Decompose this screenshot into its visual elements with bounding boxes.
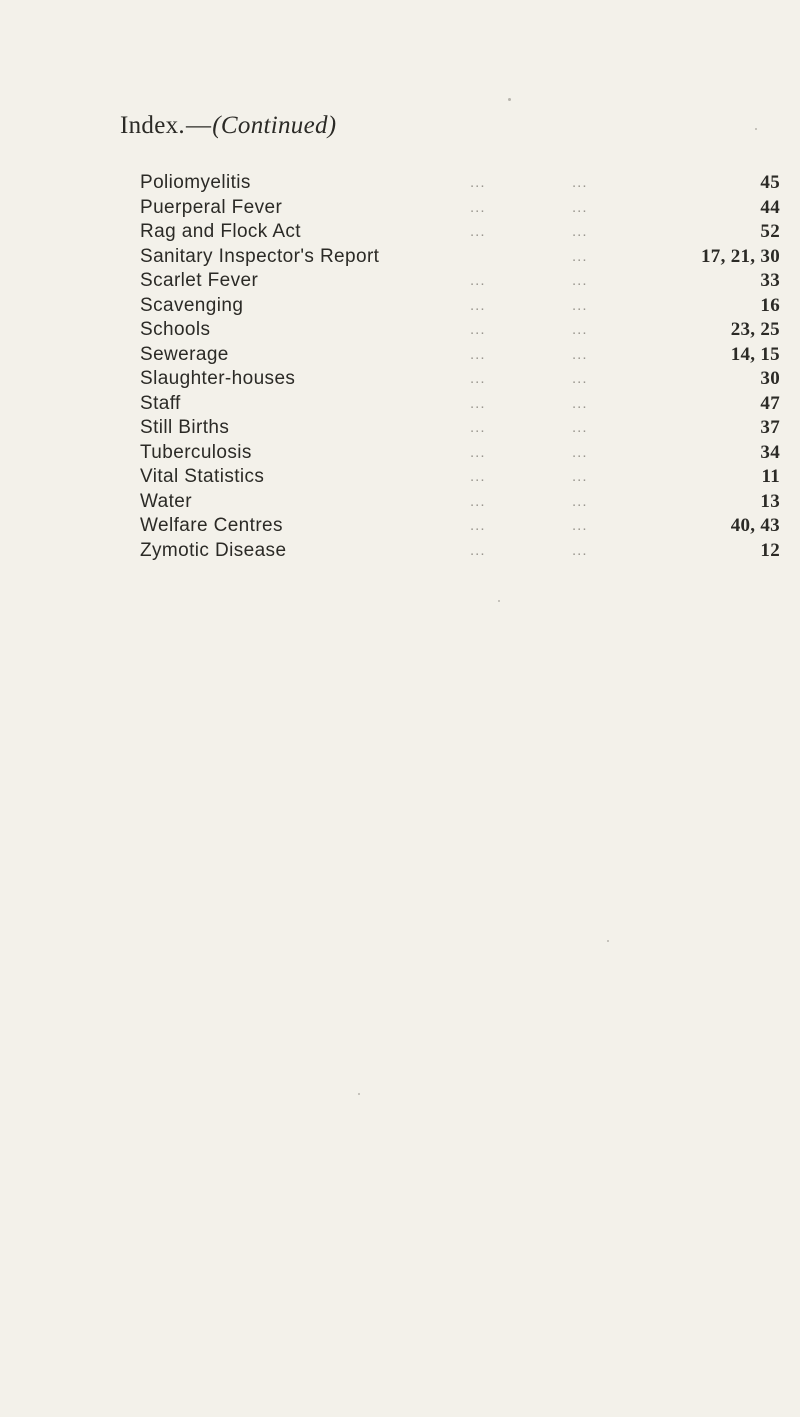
index-entry bbox=[140, 171, 780, 196]
leader-dots: ... bbox=[572, 272, 588, 289]
leader-dots: ... bbox=[572, 419, 588, 436]
entry-term: Still Births bbox=[140, 417, 230, 438]
leader-dots: ... bbox=[470, 541, 486, 559]
leader-dots: ... bbox=[470, 443, 486, 461]
index-entry bbox=[140, 196, 780, 221]
page-heading bbox=[120, 112, 336, 140]
entry-term: Schools bbox=[140, 319, 211, 340]
entry-term: Zymotic Disease bbox=[140, 539, 287, 561]
index-entry bbox=[140, 269, 780, 294]
leader-dots: ... bbox=[572, 492, 588, 510]
entry-pages: 47 bbox=[756, 392, 780, 417]
entry-term: Poliomyelitis bbox=[140, 172, 251, 193]
leader-dots: ... bbox=[470, 174, 486, 191]
entry-term: Sewerage bbox=[140, 343, 229, 365]
paper-speck bbox=[508, 98, 511, 101]
entry-term: Vital Statistics bbox=[140, 466, 265, 487]
leader-dots: ... bbox=[572, 394, 588, 412]
leader-dots: ... bbox=[470, 468, 486, 485]
leader-dots: ... bbox=[470, 345, 486, 363]
index-entry bbox=[140, 343, 780, 368]
leader-dots: ... bbox=[470, 321, 486, 338]
leader-dots: ... bbox=[572, 468, 588, 485]
entry-pages: 30 bbox=[756, 367, 780, 392]
index-entry bbox=[140, 245, 780, 270]
entry-pages: 34 bbox=[756, 441, 780, 466]
entry-term: Water bbox=[140, 490, 192, 512]
entry-pages: 52 bbox=[756, 220, 780, 245]
entry-term: Slaughter-houses bbox=[140, 368, 296, 389]
leader-dots: ... bbox=[470, 419, 486, 436]
leader-dots: ... bbox=[572, 198, 588, 216]
paper-speck bbox=[358, 1093, 360, 1095]
index-entry bbox=[140, 392, 780, 417]
entry-term: Tuberculosis bbox=[140, 441, 252, 463]
paper-speck bbox=[607, 940, 609, 942]
index-entry bbox=[140, 367, 780, 392]
entry-pages: 37 bbox=[756, 416, 780, 441]
entry-pages: 44 bbox=[756, 196, 780, 221]
entry-pages: 14, 15 bbox=[727, 343, 780, 368]
paper-speck bbox=[755, 128, 757, 130]
leader-dots: ... bbox=[572, 443, 588, 461]
entry-pages: 12 bbox=[756, 539, 780, 564]
index-entry bbox=[140, 294, 780, 319]
entry-term: Staff bbox=[140, 392, 181, 414]
leader-dots: ... bbox=[470, 517, 486, 534]
leader-dots: ... bbox=[470, 223, 486, 240]
index-list bbox=[140, 171, 780, 563]
leader-dots: ... bbox=[470, 394, 486, 412]
leader-dots: ... bbox=[572, 541, 588, 559]
entry-pages: 16 bbox=[756, 294, 780, 319]
paper-speck bbox=[498, 600, 500, 602]
entry-term: Scavenging bbox=[140, 294, 244, 316]
entry-pages: 45 bbox=[756, 171, 780, 196]
index-entry bbox=[140, 416, 780, 441]
entry-term: Scarlet Fever bbox=[140, 270, 259, 291]
index-entry bbox=[140, 514, 780, 539]
leader-dots: ... bbox=[470, 370, 486, 387]
entry-pages: 11 bbox=[757, 465, 780, 490]
entry-pages: 23, 25 bbox=[727, 318, 780, 343]
index-entry bbox=[140, 465, 780, 490]
leader-dots: ... bbox=[470, 198, 486, 216]
heading-dash: — bbox=[185, 112, 212, 139]
leader-dots: ... bbox=[572, 345, 588, 363]
index-entry bbox=[140, 318, 780, 343]
index-entry bbox=[140, 441, 780, 466]
leader-dots: ... bbox=[572, 174, 588, 191]
entry-term: Sanitary Inspector's Report bbox=[140, 245, 380, 267]
index-entry bbox=[140, 490, 780, 515]
leader-dots: ... bbox=[572, 370, 588, 387]
leader-dots: ... bbox=[470, 296, 486, 314]
heading-continued: (Continued) bbox=[212, 112, 337, 139]
entry-pages: 17, 21, 30 bbox=[697, 245, 780, 270]
leader-dots: ... bbox=[572, 321, 588, 338]
leader-dots: ... bbox=[470, 272, 486, 289]
entry-pages: 40, 43 bbox=[727, 514, 780, 539]
entry-pages: 33 bbox=[756, 269, 780, 294]
heading-title: Index. bbox=[120, 112, 185, 139]
leader-dots: ... bbox=[572, 296, 588, 314]
leader-dots: ... bbox=[572, 247, 588, 265]
entry-term: Welfare Centres bbox=[140, 515, 283, 536]
leader-dots: ... bbox=[470, 492, 486, 510]
entry-term: Rag and Flock Act bbox=[140, 221, 301, 242]
entry-term: Puerperal Fever bbox=[140, 196, 283, 218]
leader-dots: ... bbox=[572, 223, 588, 240]
index-entry bbox=[140, 220, 780, 245]
entry-pages: 13 bbox=[756, 490, 780, 515]
index-entry bbox=[140, 539, 780, 564]
leader-dots: ... bbox=[572, 517, 588, 534]
